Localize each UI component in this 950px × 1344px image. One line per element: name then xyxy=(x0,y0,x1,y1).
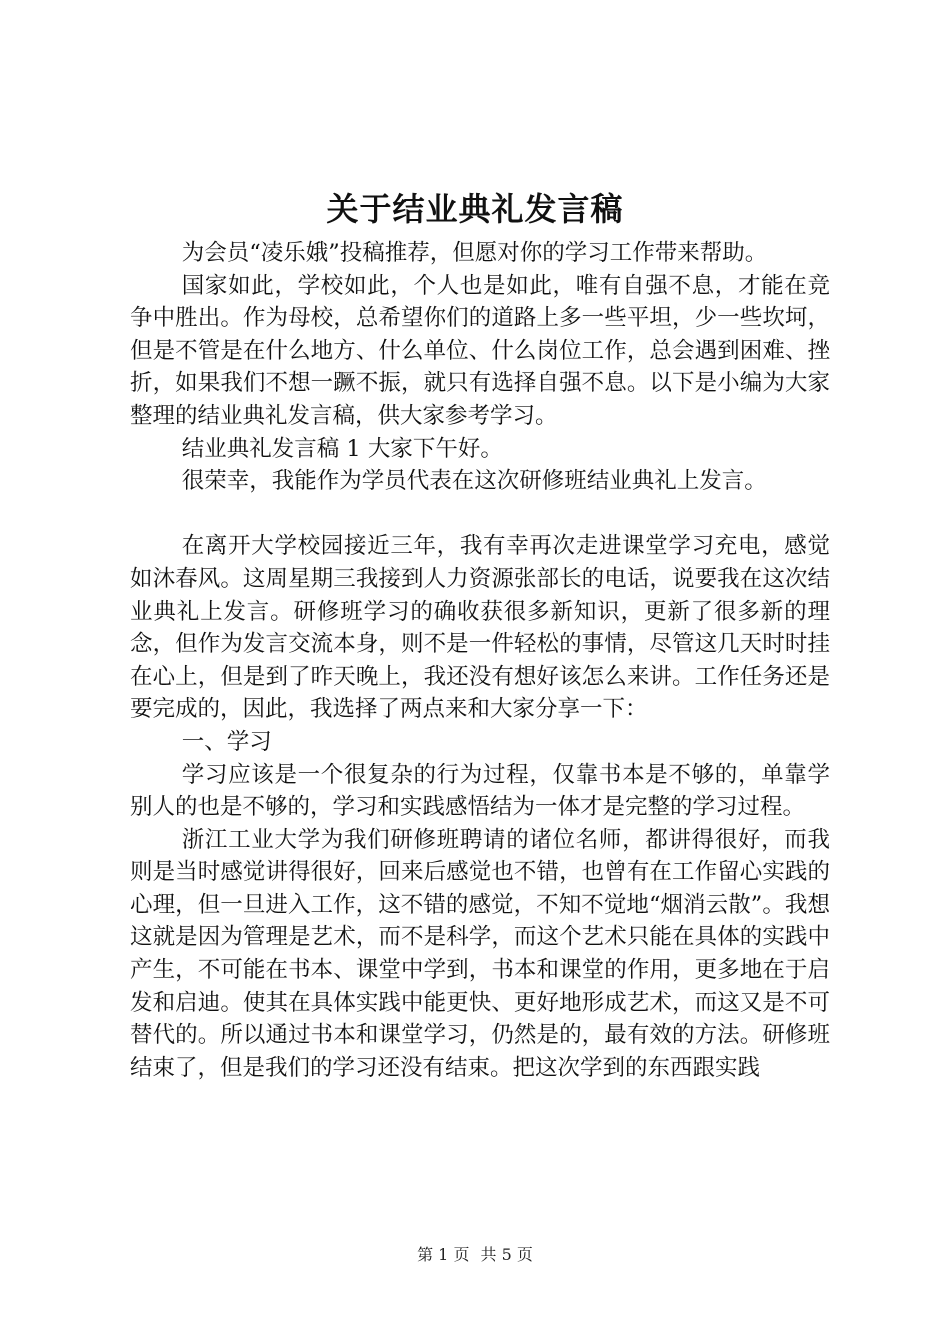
paragraph-study-practice: 浙江工业大学为我们研修班聘请的诸位名师，都讲得很好，而我则是当时感觉讲得很好，回来后感觉也不错，也曾有在工作留心实践的心理，但一旦进入工作，这不错的感觉，不知不觉地“烟消云散”。我想这就是因为管理是艺术，而不是科学，而这个艺术只能在具体的实践中产生，不可能在书本、课堂中学到，书本和课堂的作用，更多地在于启发和启迪。使其在具体实践中能更快、更好地形成艺术，而这又是不可替代的。所以通过书本和课堂学习，仍然是的，最有效的方法。研修班结束了，但是我们的学习还没有结束。把这次学到的东西跟实践 xyxy=(130,826,830,1081)
paragraph-background: 在离开大学校园接近三年，我有幸再次走进课堂学习充电，感觉如沐春风。这周星期三我接到人力资源张部长的电话，说要我在这次结业典礼上发言。研修班学习的确收获很多新知识，更新了很多新的理念，但作为发言交流本身，则不是一件轻松的事情，尽管这几天时时挂在心上，但是到了昨天晚上，我还没有想好该怎么来讲。工作任务还是要完成的，因此，我选择了两点来和大家分享一下： xyxy=(130,533,830,723)
paragraph-recommendation: 为会员“凌乐娥”投稿推荐，但愿对你的学习工作带来帮助。 xyxy=(181,240,768,266)
page-number: 第 1 页 xyxy=(417,1245,470,1264)
page-total: 共 5 页 xyxy=(480,1245,533,1264)
paragraph-greeting: 结业典礼发言稿 1 大家下午好。 xyxy=(181,435,503,462)
document-title: 关于结业典礼发言稿 xyxy=(326,190,624,228)
section-heading-study: 一、学习 xyxy=(181,728,272,755)
page-footer xyxy=(0,1244,950,1266)
document-body xyxy=(130,237,830,1084)
paragraph-study-process: 学习应该是一个很复杂的行为过程，仅靠书本是不够的，单靠学别人的也是不够的，学习和实践感悟结为一体才是完整的学习过程。 xyxy=(130,761,830,821)
paragraph-introduction: 国家如此，学校如此，个人也是如此，唯有自强不息，才能在竞争中胜出。作为母校，总希望你们的道路上多一些平坦，少一些坎坷，但是不管是在什么地方、什么单位、什么岗位工作，总会遇到困难、挫折，如果我们不想一蹶不振，就只有选择自强不息。以下是小编为大家整理的结业典礼发言稿，供大家参考学习。 xyxy=(130,272,830,429)
paragraph-honor: 很荣幸，我能作为学员代表在这次研修班结业典礼上发言。 xyxy=(181,468,767,495)
